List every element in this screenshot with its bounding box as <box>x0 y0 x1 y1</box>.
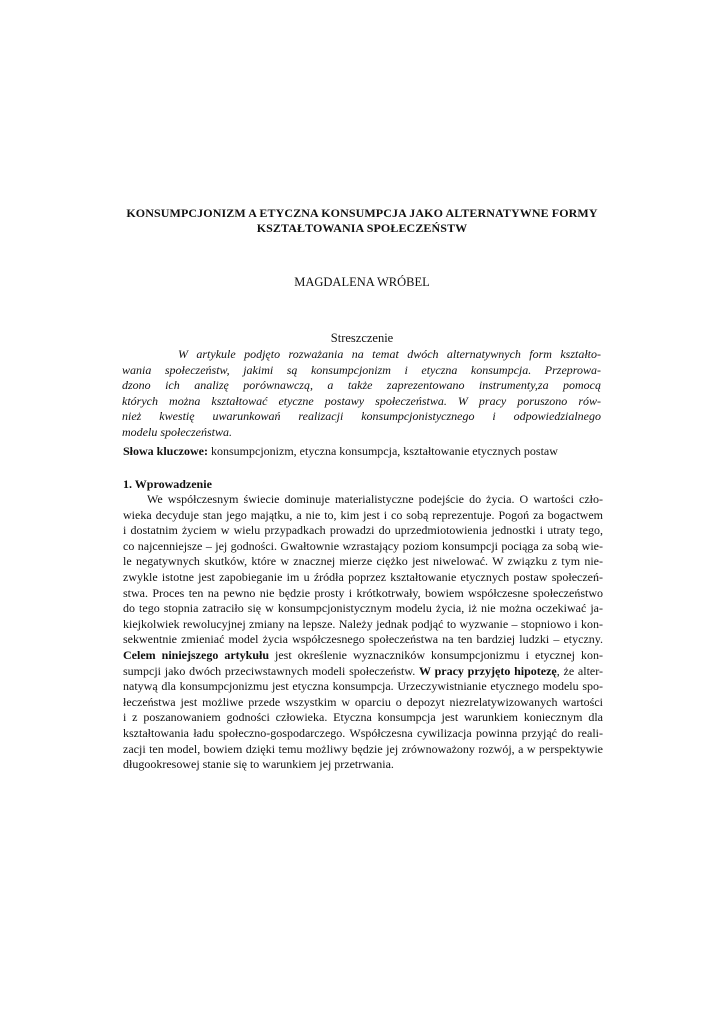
body-line: zacji ten model, bowiem dzięki temu możliwy będzie jej zrównoważony rozwój, a w perspektywie <box>123 741 603 756</box>
paper-title <box>110 206 614 236</box>
body-line: kształtowania ładu społeczno-gospodarczego. Współczesna cywilizacja powinna przyjąć do reali- <box>123 725 603 740</box>
body-line: We współczesnym świecie dominuje materialistyczne podejście do życia. O wartości czło- <box>147 492 603 506</box>
abstract-line: wania społeczeństw, jakimi są konsumpcjonizm i etyczna konsumpcja. Przeprowa- <box>122 362 601 377</box>
body-text <box>123 492 603 773</box>
body-line: zwykle istotne jest zapobieganie im u źródła poprzez kształtowanie etycznych postaw społeczeń- <box>123 569 603 584</box>
body-line <box>123 664 603 680</box>
body-line: kiejkolwiek rewolucyjnej zmiany na lepsze. Należy jednak podjąć to wyzwanie – stopniowo i kon- <box>123 616 603 631</box>
title-line: KSZTAŁTOWANIA SPOŁECZEŃSTW <box>256 221 468 235</box>
body-line: sekwentnie zmieniać model życia współczesnego społeczeństwa na ten bardziej ludzki – etyczny. <box>123 632 603 647</box>
title-line: KONSUMPCJONIZM A ETYCZNA KONSUMPCJA JAKO ALTERNATYWNE FORMY <box>126 206 598 220</box>
body-line: natywą dla konsumpcjonizmu jest etyczna konsumpcja. Urzeczywistnianie etycznego modelu spo- <box>123 679 603 694</box>
body-fragment: , że alter- <box>556 663 603 678</box>
body-fragment: jest określenie wyznaczników konsumpcjonizmu i etycznej kon- <box>269 647 603 662</box>
keywords <box>123 444 603 459</box>
keywords-label: Słowa kluczowe: <box>123 444 208 458</box>
body-line: do tego stopnia zatraciło się w konsumpcjonistycznym modelu życia, iż nie można oczekiwać ja- <box>123 601 603 616</box>
abstract-line: dzono ich analizę porównawczą, a także zaprezentowano instrumenty,za pomocą <box>122 378 601 393</box>
body-line <box>123 648 603 664</box>
section-heading: 1. Wprowadzenie <box>123 477 212 491</box>
abstract-line: których można kształtować etyczne postawy społeczeństwa. W pracy poruszono rów- <box>122 393 601 408</box>
emphasis-hypothesis: W pracy przyjęto hipotezę <box>419 663 557 678</box>
body-line: łeczeństwa jest możliwe przede wszystkim w oparciu o depozyt niezrelatywizowanych wartości <box>123 694 603 709</box>
abstract-line: nież kwestię uwarunkowań realizacji konsumpcjonistycznego i odpowiedzialnego <box>122 409 601 424</box>
abstract-line: W artykule podjęto rozważania na temat dwóch alternatywnych form kształto- <box>178 347 601 361</box>
body-line: długookresowej stanie się to warunkiem jej przetrwania. <box>123 757 394 772</box>
body-line: le negatywnych skutków, które w znacznej mierze ciężko jest niwelować. W związku z tym nie- <box>123 554 603 569</box>
keywords-text: konsumpcjonizm, etyczna konsumpcja, kształtowanie etycznych postaw <box>208 444 558 458</box>
author-name: MAGDALENA WRÓBEL <box>294 275 430 289</box>
body-line: wieka decyduje stan jego majątku, a nie to, kim jest i co sobą reprezentuje. Pogoń za bogactwem <box>123 507 603 522</box>
body-line: co najcenniejsze – jej godności. Gwałtownie wzrastający poziom konsumpcji pociąga za sobą wie- <box>123 538 603 553</box>
abstract-heading: Streszczenie <box>330 331 394 345</box>
body-fragment: sumpcji jako dwóch przeciwstawnych modeli społeczeństw. <box>123 663 420 678</box>
body-line: i dostatnim życiem w wielu przypadkach prowadzi do uprzedmiotowienia jednostki i utraty tego, <box>123 523 603 538</box>
abstract-line: modelu społeczeństwa. <box>122 424 232 439</box>
emphasis-purpose: Celem niniejszego artykułu <box>123 647 270 662</box>
abstract-text <box>122 347 601 441</box>
body-line: stwa. Proces ten na pewno nie będzie prosty i krótkotrwały, bowiem współczesne społeczeństwo <box>123 585 603 600</box>
body-line: i z poszanowaniem godności człowieka. Etyczna konsumpcja jest warunkiem koniecznym dla <box>123 710 603 725</box>
